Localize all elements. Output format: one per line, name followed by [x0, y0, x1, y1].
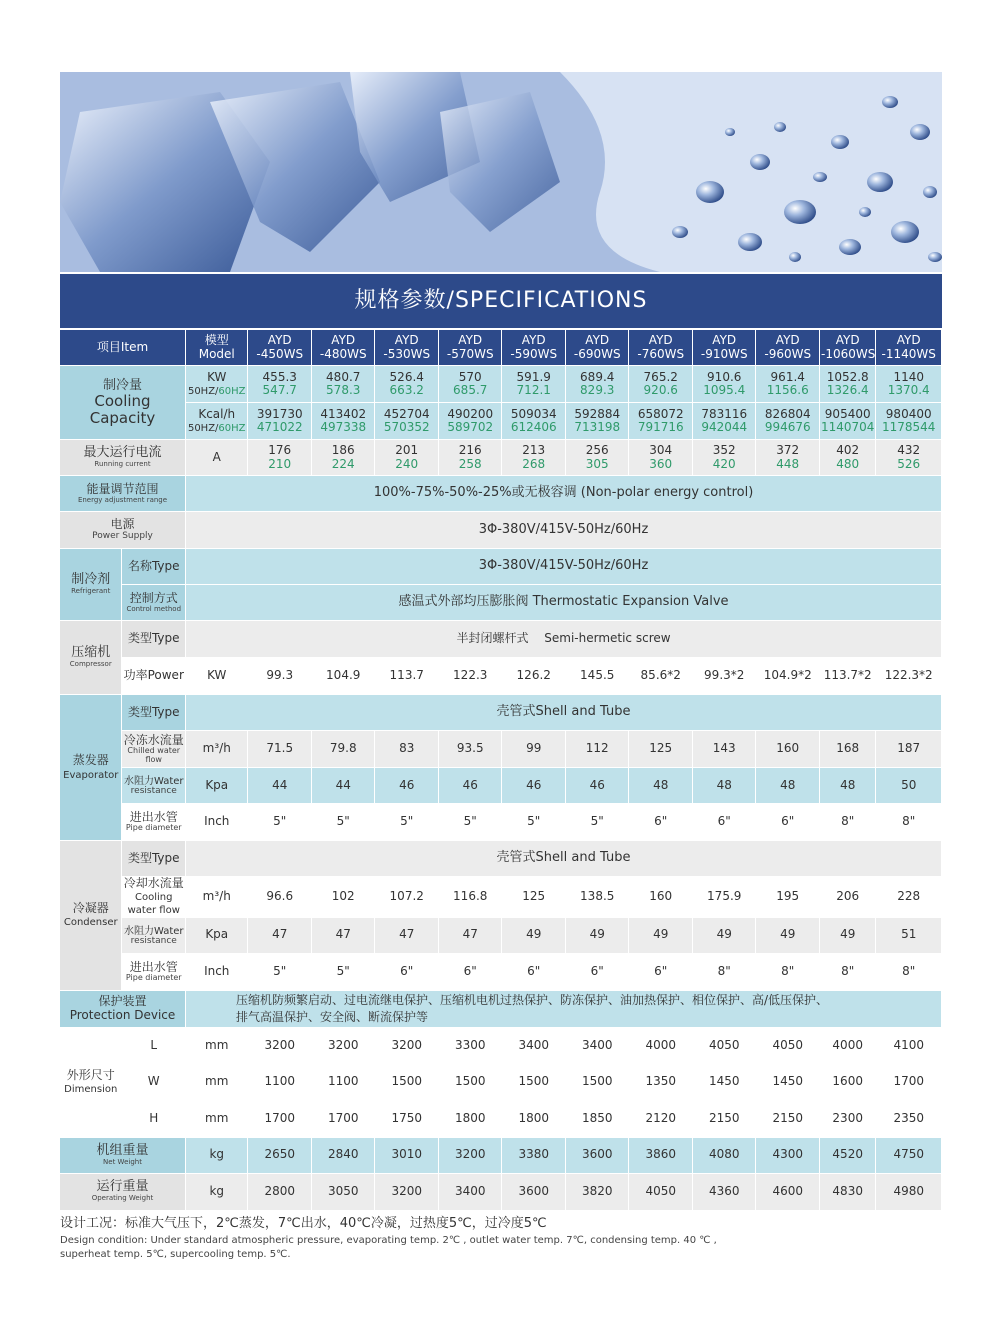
resistance-cell: 51 — [876, 918, 942, 954]
weight-cell: 4750 — [876, 1138, 942, 1174]
weight-unit: kg — [186, 1138, 248, 1174]
flow-cell: 93.5 — [439, 731, 503, 768]
dimension-unit: mm — [186, 1065, 248, 1101]
dimension-unit: mm — [186, 1101, 248, 1138]
current-cell: 216 258 — [439, 440, 503, 476]
chilled-water-flow-label: 冷冻水流量 Chilled water flow — [122, 731, 186, 768]
length-cell: 3200 — [312, 1028, 376, 1065]
pipe-cell: 6" — [566, 954, 630, 991]
power-supply-value: 3Φ-380V/415V-50Hz/60Hz — [186, 512, 942, 549]
weight-cell: 2650 — [248, 1138, 312, 1174]
length-cell: 3300 — [439, 1028, 503, 1065]
width-cell: 1500 — [439, 1065, 503, 1101]
model-name: AYD -450WS — [248, 330, 312, 366]
weight-cell: 3010 — [375, 1138, 439, 1174]
pipe-cell: 6" — [756, 804, 820, 841]
refrigerant-label: 制冷剂 Refrigerant — [60, 549, 122, 621]
compressor-power-label: 功率Power — [122, 658, 186, 695]
weight-cell: 4360 — [693, 1174, 757, 1211]
flow-cell: 107.2 — [375, 877, 439, 918]
weight-cell: 3600 — [502, 1174, 566, 1211]
resistance-cell: 49 — [756, 918, 820, 954]
kcal-cell: 413402 497338 — [312, 403, 376, 440]
kcal-cell: 905400 1140704 — [820, 403, 876, 440]
flow-cell: 168 — [820, 731, 876, 768]
power-cell: 104.9 — [312, 658, 376, 695]
resistance-cell: 47 — [312, 918, 376, 954]
cooling-capacity-label: 制冷量 Cooling Capacity — [60, 366, 186, 440]
flow-cell: 175.9 — [693, 877, 757, 918]
kw-cell: 526.4 663.2 — [375, 366, 439, 403]
pipe-cell: 5" — [248, 954, 312, 991]
dimension-h-row — [60, 1101, 942, 1138]
evaporator-type-label: 类型Type — [122, 695, 186, 731]
pipe-cell: 8" — [756, 954, 820, 991]
pipe-cell: 5" — [248, 804, 312, 841]
weight-cell: 3400 — [439, 1174, 503, 1211]
water-resistance-label: 水阻力Water resistance — [122, 768, 186, 804]
kw-cell: 689.4 829.3 — [566, 366, 630, 403]
kcal-unit: Kcal/h 50HZ/60HZ — [186, 403, 248, 440]
weight-cell: 3200 — [375, 1174, 439, 1211]
pipe-cell: 5" — [312, 804, 376, 841]
evaporator-type-row — [60, 695, 942, 731]
refrigerant-type-label: 名称Type — [122, 549, 186, 585]
evaporator-pipe-row — [60, 804, 942, 841]
current-cell: 176 210 — [248, 440, 312, 476]
pipe-cell: 6" — [693, 804, 757, 841]
power-supply-label: 电源 Power Supply — [60, 512, 186, 549]
resistance-cell: 49 — [566, 918, 630, 954]
current-cell: 186 224 — [312, 440, 376, 476]
evaporator-resistance-row — [60, 768, 942, 804]
kw-cell: 961.4 1156.6 — [756, 366, 820, 403]
refrigerant-type-value: 3Φ-380V/415V-50Hz/60Hz — [186, 549, 942, 585]
flow-cell: 195 — [756, 877, 820, 918]
compressor-type-value: 半封闭螺杆式 Semi-hermetic screw — [186, 621, 942, 658]
resistance-cell: 48 — [756, 768, 820, 804]
height-cell: 1700 — [312, 1101, 376, 1138]
compressor-type-label: 类型Type — [122, 621, 186, 658]
kcal-cell: 592884 713198 — [566, 403, 630, 440]
weight-cell: 3600 — [566, 1138, 630, 1174]
resistance-cell: 49 — [820, 918, 876, 954]
flow-cell: 116.8 — [439, 877, 503, 918]
condenser-type-value: 壳管式Shell and Tube — [186, 841, 942, 877]
evaporator-flow-row — [60, 731, 942, 768]
dimension-l-row — [60, 1028, 942, 1065]
height-cell: 2350 — [876, 1101, 942, 1138]
height-cell: 1700 — [248, 1101, 312, 1138]
resistance-cell: 49 — [502, 918, 566, 954]
kcal-cell: 391730 471022 — [248, 403, 312, 440]
current-cell: 352 420 — [693, 440, 757, 476]
flow-cell: 160 — [629, 877, 693, 918]
length-cell: 3400 — [502, 1028, 566, 1065]
weight-unit: kg — [186, 1174, 248, 1211]
power-cell: 122.3*2 — [876, 658, 942, 695]
weight-cell: 4050 — [629, 1174, 693, 1211]
width-cell: 1350 — [629, 1065, 693, 1101]
power-cell: 99.3*2 — [693, 658, 757, 695]
resistance-cell: 48 — [629, 768, 693, 804]
weight-cell: 2840 — [312, 1138, 376, 1174]
resistance-cell: 44 — [312, 768, 376, 804]
dimension-h-label: H — [122, 1101, 186, 1138]
page-title: 规格参数/SPECIFICATIONS — [60, 274, 942, 328]
model-name: AYD -760WS — [629, 330, 693, 366]
resistance-cell: 50 — [876, 768, 942, 804]
height-cell: 1850 — [566, 1101, 630, 1138]
flow-cell: 99 — [502, 731, 566, 768]
dimension-w-label: W — [122, 1065, 186, 1101]
flow-cell: 112 — [566, 731, 630, 768]
pipe-cell: 8" — [876, 804, 942, 841]
weight-cell: 3380 — [502, 1138, 566, 1174]
length-cell: 3400 — [566, 1028, 630, 1065]
protection-device-row — [60, 991, 942, 1028]
weight-cell: 4980 — [876, 1174, 942, 1211]
model-header: 模型 Model — [186, 330, 248, 366]
energy-adjustment-value: 100%-75%-50%-25%或无极容调 (Non-polar energy control) — [186, 476, 942, 512]
flow-cell: 125 — [502, 877, 566, 918]
cooling-water-flow-label: 冷却水流量 Cooling water flow — [122, 877, 186, 918]
condenser-type-label: 类型Type — [122, 841, 186, 877]
resistance-cell: 49 — [629, 918, 693, 954]
kw-cell: 591.9 712.1 — [502, 366, 566, 403]
kw-cell: 570 685.7 — [439, 366, 503, 403]
condenser-type-row — [60, 841, 942, 877]
pipe-unit: Inch — [186, 954, 248, 991]
control-method-label: 控制方式 Control method — [122, 585, 186, 621]
height-cell: 1800 — [439, 1101, 503, 1138]
kw-cell: 1140 1370.4 — [876, 366, 942, 403]
dimension-w-row — [60, 1065, 942, 1101]
weight-cell: 4080 — [693, 1138, 757, 1174]
power-cell: 85.6*2 — [629, 658, 693, 695]
resistance-cell: 48 — [820, 768, 876, 804]
refrigerant-control-row — [60, 585, 942, 621]
model-name: AYD -1060WS — [820, 330, 876, 366]
specifications-table — [60, 330, 942, 1211]
pipe-cell: 6" — [439, 954, 503, 991]
condenser-resistance-row — [60, 918, 942, 954]
resistance-cell: 49 — [693, 918, 757, 954]
flow-cell: 143 — [693, 731, 757, 768]
model-name: AYD -570WS — [439, 330, 503, 366]
protection-device-label: 保护装置 Protection Device — [60, 991, 186, 1028]
pipe-cell: 5" — [375, 804, 439, 841]
current-cell: 372 448 — [756, 440, 820, 476]
energy-adjustment-row — [60, 476, 942, 512]
power-cell: 145.5 — [566, 658, 630, 695]
net-weight-row — [60, 1138, 942, 1174]
resistance-cell: 46 — [502, 768, 566, 804]
design-condition-en-line2: superheat temp. 5℃, supercooling temp. 5℃. — [60, 1248, 291, 1260]
operating-weight-label: 运行重量 Operating Weight — [60, 1174, 186, 1211]
pipe-diameter-label: 进出水管 Pipe diameter — [122, 954, 186, 991]
compressor-label: 压缩机 Compressor — [60, 621, 122, 695]
energy-adjustment-label: 能量调节范围 Energy adjustment range — [60, 476, 186, 512]
length-cell: 4050 — [756, 1028, 820, 1065]
kw-cell: 1052.8 1326.4 — [820, 366, 876, 403]
kcal-cell: 509034 612406 — [502, 403, 566, 440]
resistance-cell: 47 — [439, 918, 503, 954]
cooling-kcal-row — [60, 403, 942, 440]
weight-cell: 4830 — [820, 1174, 876, 1211]
operating-weight-row — [60, 1174, 942, 1211]
kw-cell: 765.2 920.6 — [629, 366, 693, 403]
flow-cell: 96.6 — [248, 877, 312, 918]
height-cell: 2150 — [756, 1101, 820, 1138]
length-cell: 3200 — [248, 1028, 312, 1065]
height-cell: 2150 — [693, 1101, 757, 1138]
power-cell: 126.2 — [502, 658, 566, 695]
pipe-cell: 5" — [502, 804, 566, 841]
control-method-value: 感温式外部均压膨胀阀 Thermostatic Expansion Valve — [186, 585, 942, 621]
flow-cell: 125 — [629, 731, 693, 768]
width-cell: 1500 — [502, 1065, 566, 1101]
pipe-cell: 6" — [629, 954, 693, 991]
width-cell: 1450 — [756, 1065, 820, 1101]
flow-cell: 102 — [312, 877, 376, 918]
power-supply-row — [60, 512, 942, 549]
model-name: AYD -530WS — [375, 330, 439, 366]
ice-and-water-drops-image — [60, 72, 942, 272]
length-cell: 4000 — [629, 1028, 693, 1065]
condenser-label: 冷凝器 Condenser — [60, 841, 122, 991]
model-name: AYD -590WS — [502, 330, 566, 366]
pipe-cell: 5" — [439, 804, 503, 841]
kcal-cell: 826804 994676 — [756, 403, 820, 440]
kcal-cell: 783116 942044 — [693, 403, 757, 440]
pipe-cell: 8" — [820, 954, 876, 991]
evaporator-label: 蒸发器 Evaporator — [60, 695, 122, 841]
resistance-cell: 48 — [693, 768, 757, 804]
pipe-cell: 6" — [502, 954, 566, 991]
current-cell: 432 526 — [876, 440, 942, 476]
width-cell: 1600 — [820, 1065, 876, 1101]
pipe-cell: 8" — [693, 954, 757, 991]
current-cell: 402 480 — [820, 440, 876, 476]
current-unit: A — [186, 440, 248, 476]
resistance-cell: 46 — [375, 768, 439, 804]
model-name: AYD -480WS — [312, 330, 376, 366]
power-cell: 99.3 — [248, 658, 312, 695]
weight-cell: 4600 — [756, 1174, 820, 1211]
protection-device-value: 压缩机防频繁启动、过电流继电保护、压缩机电机过热保护、防冻保护、油加热保护、相位保护、高/低压保护、 排气高温保护、安全阀、断流保护等 — [186, 991, 942, 1028]
length-cell: 4050 — [693, 1028, 757, 1065]
resistance-cell: 47 — [248, 918, 312, 954]
power-cell: 113.7 — [375, 658, 439, 695]
height-cell: 2300 — [820, 1101, 876, 1138]
flow-cell: 228 — [876, 877, 942, 918]
flow-cell: 138.5 — [566, 877, 630, 918]
pipe-cell: 6" — [375, 954, 439, 991]
net-weight-label: 机组重量 Net Weight — [60, 1138, 186, 1174]
kcal-cell: 452704 570352 — [375, 403, 439, 440]
pipe-cell: 6" — [629, 804, 693, 841]
length-cell: 4100 — [876, 1028, 942, 1065]
weight-cell: 3050 — [312, 1174, 376, 1211]
model-name: AYD -960WS — [756, 330, 820, 366]
kw-cell: 455.3 547.7 — [248, 366, 312, 403]
pipe-diameter-label: 进出水管 Pipe diameter — [122, 804, 186, 841]
width-cell: 1100 — [248, 1065, 312, 1101]
kw-unit: KW 50HZ/60HZ — [186, 366, 248, 403]
weight-cell: 3820 — [566, 1174, 630, 1211]
running-current-row — [60, 440, 942, 476]
resistance-cell: 46 — [439, 768, 503, 804]
width-cell: 1450 — [693, 1065, 757, 1101]
compressor-power-row — [60, 658, 942, 695]
kcal-cell: 980400 1178544 — [876, 403, 942, 440]
resistance-cell: 47 — [375, 918, 439, 954]
kcal-cell: 490200 589702 — [439, 403, 503, 440]
running-current-label: 最大运行电流 Running current — [60, 440, 186, 476]
pipe-unit: Inch — [186, 804, 248, 841]
height-cell: 1750 — [375, 1101, 439, 1138]
model-name: AYD -910WS — [693, 330, 757, 366]
flow-cell: 206 — [820, 877, 876, 918]
kw-cell: 480.7 578.3 — [312, 366, 376, 403]
power-cell: 104.9*2 — [756, 658, 820, 695]
flow-cell: 71.5 — [248, 731, 312, 768]
power-cell: 113.7*2 — [820, 658, 876, 695]
height-cell: 2120 — [629, 1101, 693, 1138]
compressor-type-row — [60, 621, 942, 658]
dimension-l-label: L — [122, 1028, 186, 1065]
model-header-row — [60, 330, 942, 366]
flow-unit: m³/h — [186, 731, 248, 768]
dimension-label: 外形尺寸 Dimension — [60, 1028, 122, 1138]
water-resistance-label: 水阻力Water resistance — [122, 918, 186, 954]
flow-unit: m³/h — [186, 877, 248, 918]
refrigerant-type-row — [60, 549, 942, 585]
power-cell: 122.3 — [439, 658, 503, 695]
evaporator-type-value: 壳管式Shell and Tube — [186, 695, 942, 731]
width-cell: 1700 — [876, 1065, 942, 1101]
resistance-cell: 46 — [566, 768, 630, 804]
flow-cell: 187 — [876, 731, 942, 768]
weight-cell: 3200 — [439, 1138, 503, 1174]
width-cell: 1100 — [312, 1065, 376, 1101]
weight-cell: 3860 — [629, 1138, 693, 1174]
weight-cell: 4520 — [820, 1138, 876, 1174]
resistance-cell: 44 — [248, 768, 312, 804]
design-condition-note — [60, 1212, 960, 1261]
condenser-pipe-row — [60, 954, 942, 991]
cooling-kw-row — [60, 366, 942, 403]
weight-cell: 4300 — [756, 1138, 820, 1174]
current-cell: 201 240 — [375, 440, 439, 476]
flow-cell: 79.8 — [312, 731, 376, 768]
current-cell: 213 268 — [502, 440, 566, 476]
width-cell: 1500 — [566, 1065, 630, 1101]
length-cell: 3200 — [375, 1028, 439, 1065]
dimension-unit: mm — [186, 1028, 248, 1065]
pipe-cell: 8" — [876, 954, 942, 991]
weight-cell: 2800 — [248, 1174, 312, 1211]
current-cell: 304 360 — [629, 440, 693, 476]
condenser-flow-row — [60, 877, 942, 918]
pipe-cell: 8" — [820, 804, 876, 841]
banner-image — [60, 72, 942, 272]
height-cell: 1800 — [502, 1101, 566, 1138]
width-cell: 1500 — [375, 1065, 439, 1101]
resistance-unit: Kpa — [186, 768, 248, 804]
current-cell: 256 305 — [566, 440, 630, 476]
model-name: AYD -1140WS — [876, 330, 942, 366]
design-condition-cn: 设计工况：标准大气压下，2℃蒸发，7℃出水，40℃冷凝，过热度5℃，过冷度5℃ — [60, 1216, 547, 1231]
length-cell: 4000 — [820, 1028, 876, 1065]
item-header: 项目Item — [60, 330, 186, 366]
kcal-cell: 658072 791716 — [629, 403, 693, 440]
pipe-cell: 5" — [312, 954, 376, 991]
pipe-cell: 5" — [566, 804, 630, 841]
compressor-power-unit: KW — [186, 658, 248, 695]
flow-cell: 160 — [756, 731, 820, 768]
kw-cell: 910.6 1095.4 — [693, 366, 757, 403]
model-name: AYD -690WS — [566, 330, 630, 366]
flow-cell: 83 — [375, 731, 439, 768]
resistance-unit: Kpa — [186, 918, 248, 954]
design-condition-en-line1: Design condition: Under standard atmospheric pressure, evaporating temp. 2℃ , outlet water temp. 7℃, condensing temp. 40 ℃ , — [60, 1235, 717, 1246]
